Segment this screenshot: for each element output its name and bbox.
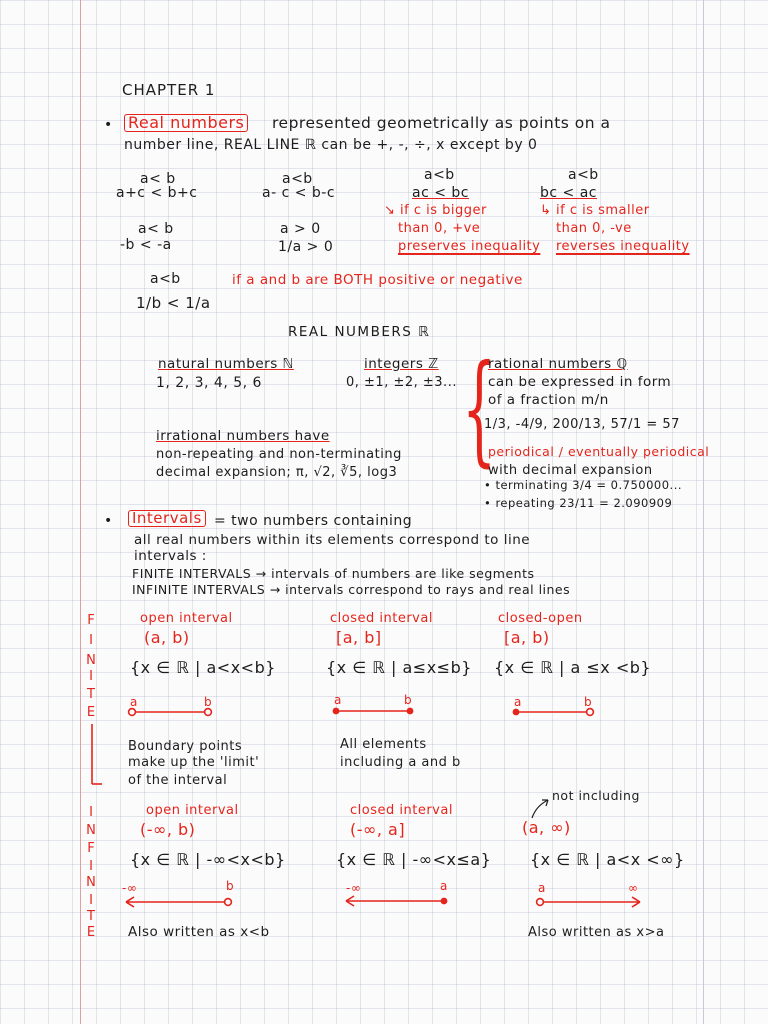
closed-endpoint — [407, 708, 414, 715]
term-intervals: Intervals — [128, 510, 206, 527]
finite-closed-title: closed interval — [330, 611, 433, 626]
open-endpoint — [129, 709, 136, 716]
neg-infinity-label: -∞ — [346, 881, 362, 895]
finite-open-title: open interval — [140, 611, 233, 626]
note-bigger-2: than 0, +ve — [398, 221, 481, 236]
closed-endpoint — [441, 898, 448, 905]
infinite-open-title: open interval — [146, 803, 239, 818]
finite-open-note-1: Boundary points — [128, 739, 243, 754]
finite-open-notation: (a, b) — [144, 628, 190, 647]
infinite-closed-set: {x ∈ ℝ | -∞<x≤a} — [336, 850, 492, 869]
rule-6-top: a > 0 — [280, 221, 321, 237]
finite-open-note-3: of the interval — [128, 773, 228, 788]
open-endpoint — [205, 709, 212, 716]
finite-half-title: closed-open — [498, 611, 583, 626]
point-a-label: a — [334, 693, 342, 707]
point-a-label: a — [130, 695, 138, 709]
side-letter: E — [86, 925, 96, 940]
open-endpoint — [225, 899, 232, 906]
natural-values: 1, 2, 3, 4, 5, 6 — [156, 375, 262, 391]
finite-closed-note-1: All elements — [340, 737, 427, 752]
infinite-open-set: {x ∈ ℝ | -∞<x<b} — [130, 850, 286, 869]
finite-open-set: {x ∈ ℝ | a<x<b} — [130, 658, 276, 677]
infinite-note-left: Also written as x<b — [128, 924, 270, 940]
rational-examples: 1/3, -4/9, 200/13, 57/1 = 57 — [484, 417, 680, 432]
rational-line-2: of a fraction m/n — [488, 392, 609, 408]
natural-label: natural numbers ℕ — [158, 356, 294, 372]
neg-infinity-label: -∞ — [122, 881, 138, 895]
reciprocal-top: a<b — [150, 271, 181, 287]
finite-closed-notation: [a, b] — [336, 628, 382, 647]
intervals-line-2: all real numbers within its elements correspond to line — [134, 532, 531, 548]
point-a-label: a — [514, 695, 522, 709]
side-letter: E — [86, 705, 96, 720]
integers-values: 0, ±1, ±2, ±3... — [346, 375, 457, 390]
finite-half-set: {x ∈ ℝ | a ≤x <b} — [494, 658, 652, 677]
finite-half-notation: [a, b) — [504, 628, 550, 647]
rational-brace: { — [462, 340, 497, 479]
side-letter: N — [86, 653, 96, 668]
side-letter: N — [86, 875, 96, 890]
side-letter: I — [89, 859, 93, 874]
note-smaller-2: than 0, -ve — [556, 221, 632, 236]
rational-line-1: can be expressed in form — [488, 374, 672, 390]
rule-6-bottom: 1/a > 0 — [278, 239, 334, 255]
point-a-label: a — [538, 881, 546, 895]
integers-label: integers ℤ — [364, 356, 439, 372]
side-letter: T — [87, 687, 95, 702]
infinite-closed-notation: (-∞, a] — [350, 820, 406, 839]
closed-endpoint — [333, 708, 340, 715]
side-letter: I — [89, 805, 93, 820]
rational-periodic: periodical / eventually periodical — [488, 444, 710, 459]
rule-4-top: a<b — [568, 167, 599, 183]
finite-closed-set: {x ∈ ℝ | a≤x≤b} — [326, 658, 472, 677]
side-letter: I — [89, 669, 93, 684]
point-a-label: a — [440, 879, 448, 893]
infinite-third-notation: (a, ∞) — [522, 818, 571, 837]
real-numbers-line-1: represented geometrically as points on a — [272, 114, 611, 132]
side-letter: I — [89, 633, 93, 648]
note-smaller-3: reverses inequality — [556, 239, 690, 254]
rule-3-top: a<b — [424, 167, 455, 183]
intervals-line-3: intervals : — [134, 548, 207, 564]
rule-5-bottom: -b < -a — [120, 237, 172, 253]
finite-intervals-line: FINITE INTERVALS → intervals of numbers are like segments — [132, 566, 535, 581]
real-numbers-heading: REAL NUMBERS ℝ — [288, 324, 431, 340]
rational-repeating: • repeating 23/11 = 2.090909 — [484, 496, 673, 510]
pointer-arrow-icon — [532, 800, 548, 818]
pos-infinity-label: ∞ — [628, 881, 639, 895]
irrational-label: irrational numbers have — [156, 428, 330, 444]
bullet: • — [104, 513, 113, 529]
note-smaller-1: if c is smaller — [556, 203, 650, 218]
point-b-label: b — [226, 879, 235, 893]
side-letter: I — [89, 893, 93, 908]
point-b-label: b — [584, 695, 593, 709]
closed-endpoint — [513, 709, 520, 716]
rule-4-bottom: bc < ac — [540, 185, 597, 201]
infinite-third-note: not including — [552, 788, 640, 803]
bullet: • — [104, 117, 113, 133]
term-real-numbers: Real numbers — [124, 114, 248, 132]
rule-1-bottom: a+c < b+c — [116, 185, 198, 201]
side-letter: N — [86, 823, 96, 838]
open-endpoint — [587, 709, 594, 716]
infinite-intervals-line: INFINITE INTERVALS → intervals correspond to rays and real lines — [132, 582, 571, 597]
side-letter: F — [87, 613, 95, 628]
irrational-line-1: non-repeating and non-terminating — [156, 447, 402, 462]
rule-5-top: a< b — [138, 221, 174, 237]
reciprocal-bottom: 1/b < 1/a — [136, 294, 211, 312]
rule-2-top: a<b — [282, 171, 313, 187]
real-numbers-line-2: number line, REAL LINE ℝ can be +, -, ÷, x except by 0 — [124, 137, 538, 153]
infinite-open-notation: (-∞, b) — [140, 820, 196, 839]
irrational-line-2: decimal expansion; π, √2, ∛5, log3 — [156, 465, 398, 480]
arrow-bigger-icon: ↘ — [384, 203, 396, 218]
rational-label: rational numbers ℚ — [488, 356, 628, 372]
rule-2-bottom: a- c < b-c — [262, 185, 336, 201]
finite-open-note-2: make up the 'limit' — [128, 755, 260, 770]
infinite-closed-title: closed interval — [350, 803, 453, 818]
note-bigger-3: preserves inequality — [398, 239, 541, 254]
open-endpoint — [537, 899, 544, 906]
rule-3-bottom: ac < bc — [412, 185, 469, 201]
infinite-note-right: Also written as x>a — [528, 925, 665, 940]
infinite-third-set: {x ∈ ℝ | a<x <∞} — [530, 850, 685, 869]
side-letter: T — [87, 909, 95, 924]
rule-1-top: a< b — [140, 171, 176, 187]
point-b-label: b — [404, 693, 413, 707]
arrow-smaller-icon: ↳ — [540, 203, 552, 218]
rational-terminating: • terminating 3/4 = 0.750000... — [484, 478, 683, 492]
intervals-line-1: = two numbers containing — [214, 513, 413, 529]
reciprocal-note: if a and b are BOTH positive or negative — [232, 272, 523, 288]
chapter-heading: CHAPTER 1 — [122, 81, 216, 99]
note-bigger-1: if c is bigger — [400, 203, 487, 218]
rational-expansion: with decimal expansion — [488, 463, 653, 478]
side-letter: F — [87, 841, 95, 856]
finite-closed-note-2: including a and b — [340, 755, 461, 770]
point-b-label: b — [204, 695, 213, 709]
